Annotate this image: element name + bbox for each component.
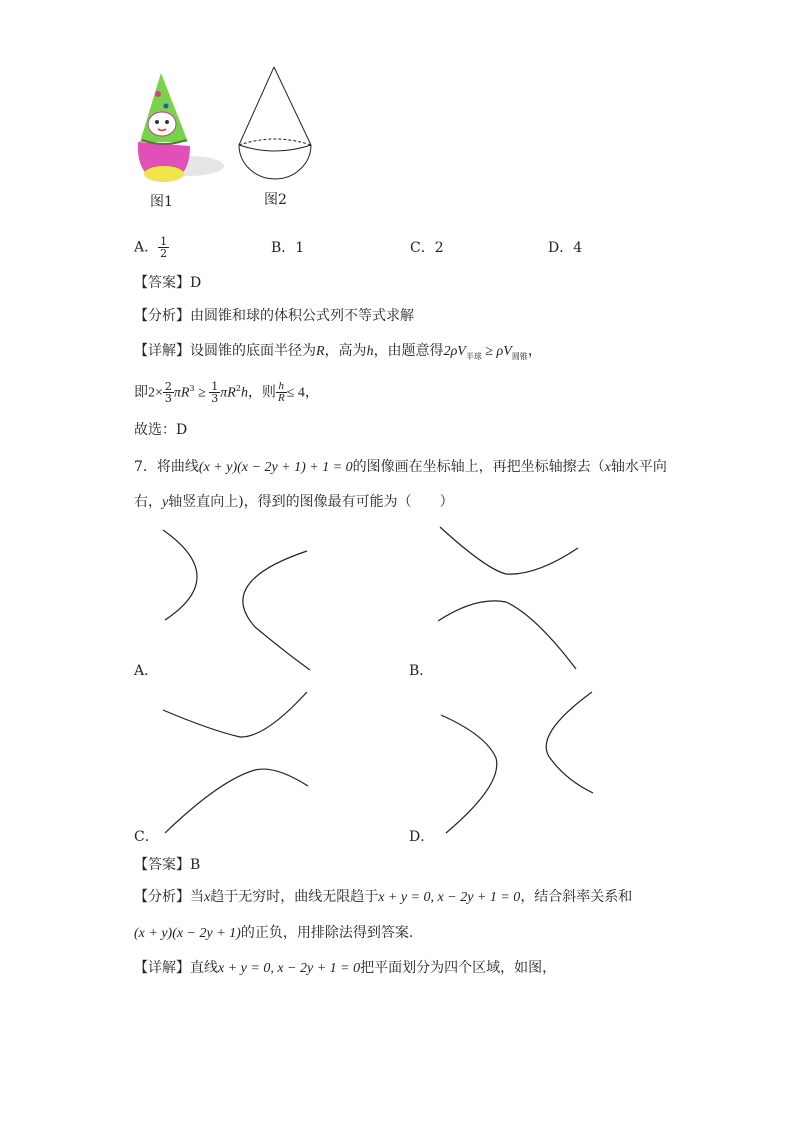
q7-detail: 【详解】直线x + y = 0, x − 2y + 1 = 0把平面划分为四个区域，如图，	[134, 960, 557, 976]
option-c-graph	[160, 690, 310, 836]
option-d-graph	[438, 690, 598, 836]
q7-stem-line1: 7．将曲线(x + y)(x − 2y + 1) + 1 = 0的图像画在坐标轴上，再把坐标轴擦去（x轴水平向	[134, 459, 667, 475]
q6-detail-line2: 即2× $\frac{2}{3}$ $\pi R^3$ ≥ $\frac{1}{3}$ $\pi R^2h$，则 $\frac{h}{R}$ ≤ 4，	[134, 380, 319, 405]
figure1-caption: 图1	[150, 194, 173, 210]
q7-analysis-line1: 【分析】当x趋于无穷时，曲线无限趋于x + y = 0, x − 2y + 1 = 0，结合斜率关系和	[134, 889, 633, 905]
option-a-graph	[155, 527, 315, 672]
q6-detail-line1: 【详解】设圆锥的底面半径为R，高为h，由题意得$2\rho V_{半球} \ge \rho V_{圆锥}$，	[134, 343, 542, 361]
option-b-label: B．	[409, 663, 434, 679]
option-a-label: A．	[134, 663, 159, 679]
q6-option-c: C．2	[410, 240, 444, 256]
q7-stem-line2: 右，y轴竖直向上)，得到的图像最有可能为（ ）	[134, 494, 454, 510]
option-b-graph	[436, 524, 581, 670]
q6-answer: 【答案】D	[134, 275, 202, 291]
q6-option-d: D．4	[548, 240, 583, 256]
q7-answer: 【答案】B	[134, 857, 201, 873]
q6-conclusion: 故选：D	[134, 422, 188, 438]
q6-option-a: A． $\frac{1}{2}$	[134, 235, 168, 260]
option-d-label: D．	[409, 829, 435, 845]
cone-hemisphere-diagram	[236, 65, 316, 181]
q6-option-b: B．1	[271, 240, 305, 256]
tumbler-toy-image	[128, 70, 224, 190]
q7-analysis-line2: (x + y)(x − 2y + 1)的正负，用排除法得到答案.	[134, 925, 414, 941]
option-c-label: C．	[134, 829, 159, 845]
q6-analysis: 【分析】由圆锥和球的体积公式列不等式求解	[134, 308, 414, 324]
figure2-caption: 图2	[264, 192, 287, 208]
